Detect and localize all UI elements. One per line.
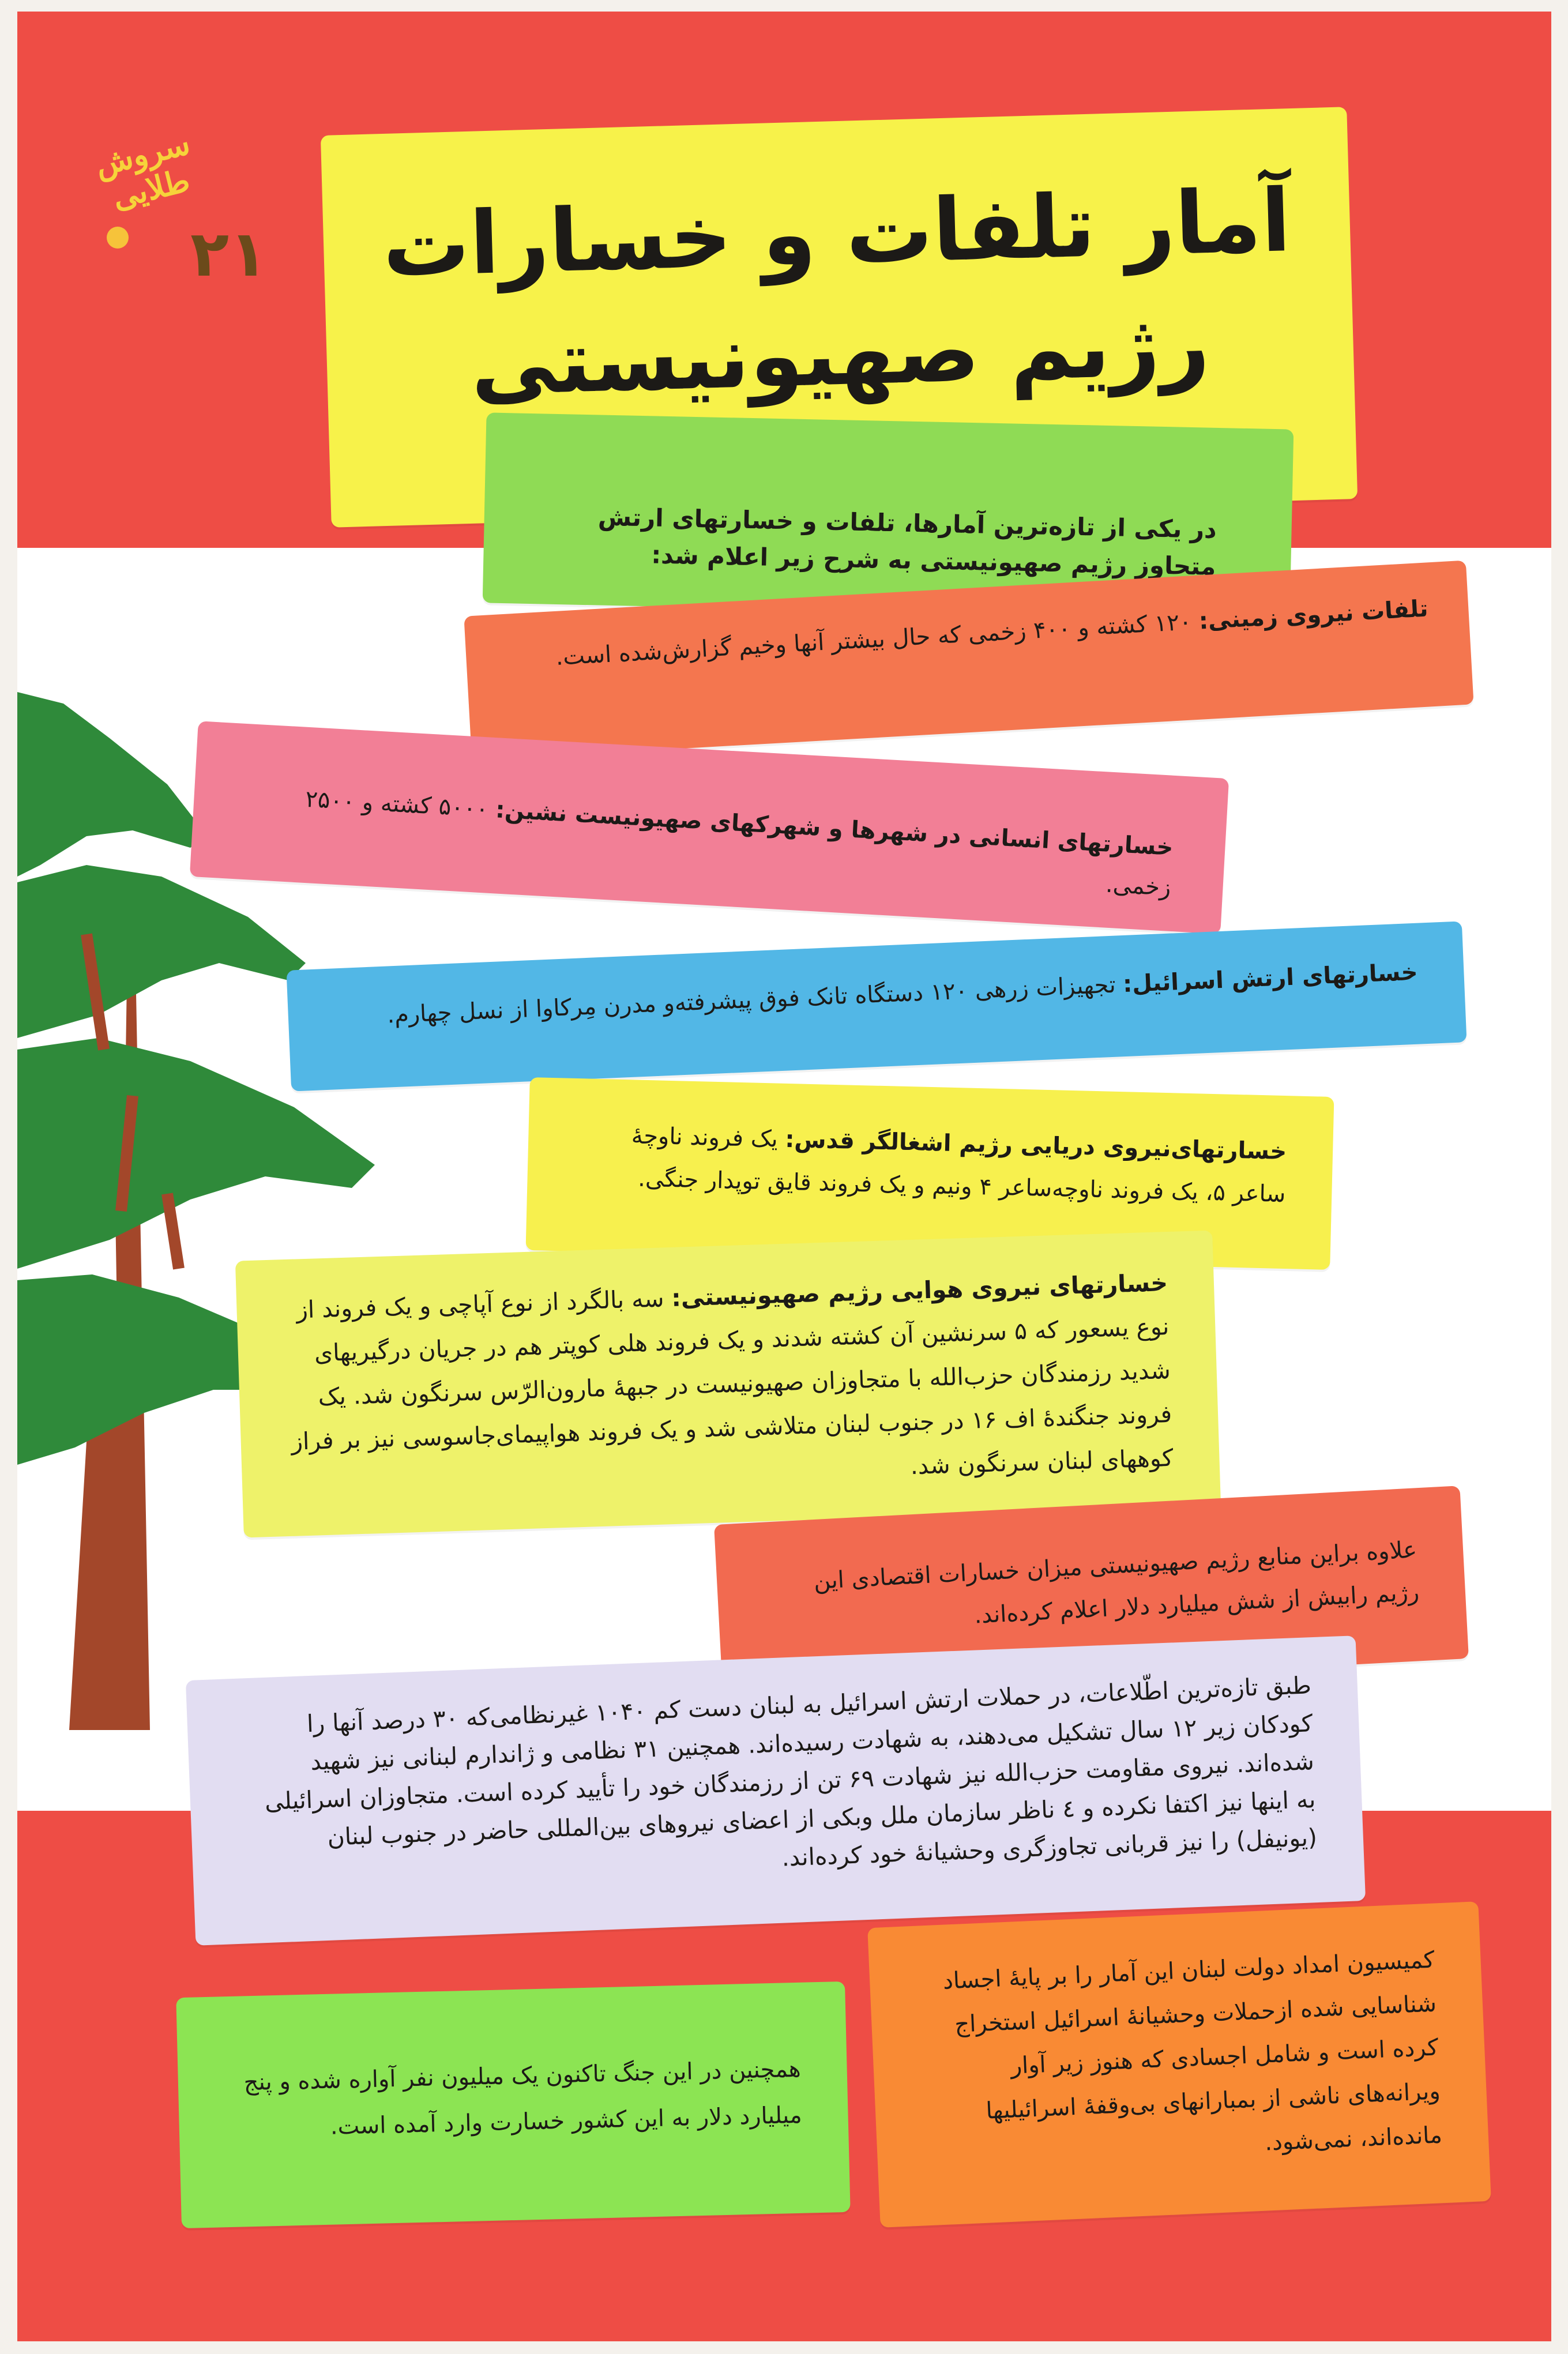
section-text: سه بالگرد از نوع آپاچی و یک فروند از نوع یسعور که ۵ سرنشین آن کشته شدند و یک فروند هلی کوپتر هم در جریان درگیریهای شدید رزمندگان حزب‌الله با متجاوزان صهیونیست در جبههٔ مارون‌الرّس سرنگون شد. یک فروند جنگندهٔ اف ۱۶ در جنوب لبنان متلاشی شد و یک فروند هواپیمای‌جاسوسی نیز بر فراز کوههای لبنان سرنگون شد. xyxy=(291,1284,1174,1480)
section-text: کمیسیون امداد دولت لبنان این آمار را بر پایهٔ اجساد شناسایی شده ازحملات وحشیانهٔ اسرائیل استخراج کرده است و شامل اجسادی که هنوز زیر آوار ویرانه‌های ناشی از بمبارانهای بی‌وقفهٔ اسرائیلیها مانده‌اند، نمی‌شود. xyxy=(942,1946,1443,2156)
air-force-losses-card xyxy=(235,1230,1221,1537)
magazine-logo: سروش طلایی xyxy=(91,124,194,216)
magazine-page xyxy=(17,12,1551,2341)
section-text: ۱۲۰ کشته و ۴۰۰ زخمی که حال بیشتر آنها وخیم گزارش‌شده است. xyxy=(555,608,1200,671)
intro-text: در یکی از تازه‌ترین آمارها، تلفات و خسارتهای ارتش متجاوز رژیم صهیونیستی به شرح زیر اعلام شد: xyxy=(597,502,1217,581)
logo-dot-icon xyxy=(107,227,129,249)
page-title: آمار تلفات و خسارات رژیم صهیونیستی xyxy=(381,171,1292,415)
section-label: خسارتهای‌نیروی دریایی رژیم اشغالگر قدس: xyxy=(784,1126,1287,1165)
section-label: خسارتهای انسانی در شهرها و شهرکهای صهیونیست نشین: xyxy=(495,796,1174,861)
section-label: خسارتهای نیروی هوایی رژیم صهیونیستی: xyxy=(671,1268,1168,1312)
section-text: یک فروند ناوچهٔ ساعر ۵، یک فروند ناوچه‌ساعر ۴ ونیم و یک فروند قایق توپدار جنگی. xyxy=(631,1122,1286,1208)
relief-commission-card xyxy=(867,1901,1491,2228)
section-text: همچنین در این جنگ تاکنون یک میلیون نفر آواره شده و پنج میلیارد دلار به این کشور خسارت وارد آمده است. xyxy=(243,2055,803,2140)
issue-badge xyxy=(58,66,268,291)
displacement-card xyxy=(176,1981,850,2228)
page-number: ۲۱ xyxy=(190,217,268,291)
section-text: طبق تازه‌ترین اطّلاعات، در حملات ارتش اسرائیل به لبنان دست کم ۱۰۴۰ غیرنظامی‌که ۳۰ درصد آنها را کودکان زیر ۱۲ سال تشکیل می‌دهند، به شهادت رسیده‌اند. همچنین ۳۱ نظامی و ژاندارم لبنانی نیز شهید شده‌اند. نیروی مقاومت حزب‌الله نیز شهادت ۶۹ تن از رزمندگان خود را تأیید کرده است. متجاوزان اسرائیلی به اینها نیز اکتفا نکرده و ٤ ناظر سازمان ملل وبکی از اعضای نیروهای بین‌المللی حاضر در جنوب لبنان (یونیفل) را نیز قربانی تجاوزگری وحشیانهٔ خود کرده‌اند. xyxy=(264,1671,1318,1872)
section-label: خسارتهای ارتش اسرائیل: xyxy=(1122,958,1419,998)
section-text: علاوه براین منابع رژیم صهیونیستی میزان خسارات اقتصادی این رژیم رابیش از شش میلیارد دلار اعلام کرده‌اند. xyxy=(813,1536,1420,1629)
section-label: تلفات نیروی زمینی: xyxy=(1198,595,1429,635)
section-text: ۵۰۰۰ کشته و ۲۵۰۰ زخمی. xyxy=(304,785,1172,901)
casualties-report-card xyxy=(186,1635,1366,1946)
section-text: تجهیزات زرهی ۱۲۰ دستگاه تانک فوق پیشرفته‌و مدرن مِرکاوا از نسل چهارم. xyxy=(386,971,1124,1029)
